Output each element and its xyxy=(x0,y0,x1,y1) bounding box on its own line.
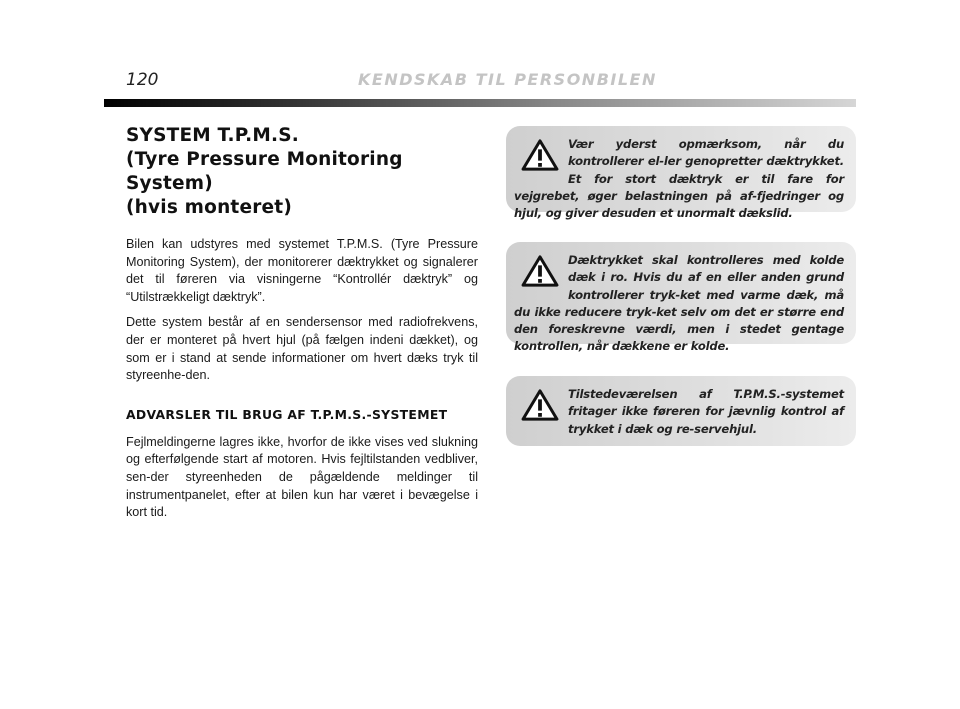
warning-triangle-icon xyxy=(520,389,560,421)
section-title xyxy=(126,124,478,220)
warnings-subheading: ADVARSLER TIL BRUG AF T.P.M.S.-SYSTEMET xyxy=(126,406,448,422)
warnings-paragraph: Fejlmeldingerne lagres ikke, hvorfor de ikke vises ved slukning og efterfølgende start af motoren. Hvis fejltilstanden vedbliver, sen-der styreenheden de pågældende meldinger til instrumentpanelet, efter at bilen kun har været i bevægelse i kort tid. xyxy=(126,434,478,520)
warning-box-3 xyxy=(506,376,856,446)
warning-box-1 xyxy=(506,126,856,221)
intro-paragraph-2: Dette system består af en sendersensor med radiofrekvens, der er monteret på hvert hjul (på fælgen indeni dækket), og som er i stand at sende informationer om hvert dæks tryk til styreenhe-den. xyxy=(126,315,478,383)
warning-triangle-icon xyxy=(520,255,560,287)
intro-paragraph-1: Bilen kan udstyres med systemet T.P.M.S. (Tyre Pressure Monitoring System), der monitorerer dæktrykket og signalerer det til føreren via visningerne “Kontrollér dæktryk” og “Utilstrækkeligt dæktryk”. xyxy=(126,237,478,304)
warning-box-2 xyxy=(506,242,856,354)
section-title-line-2: (Tyre Pressure Monitoring System) xyxy=(126,149,403,194)
running-title: KENDSKAB TIL PERSONBILEN xyxy=(358,70,657,89)
header-rule xyxy=(104,99,856,107)
section-title-line-3: (hvis monteret) xyxy=(126,197,292,218)
warning-text-2: Dæktrykket skal kontrolleres med kolde dæk i ro. Hvis du af en eller anden grund kontrollerer tryk-ket med varme dæk, må du ikke reducere tryk-ket selv om det er større end den foreskrevne værdi, men i stedet gentage kontrollen, når dækkene er kolde. xyxy=(514,253,844,354)
section-title-line-1: SYSTEM T.P.M.S. xyxy=(126,125,299,146)
warning-text-3: Tilstedeværelsen af T.P.M.S.-systemet fritager ikke føreren for jævnlig kontrol af trykket i dæk og re-servehjul. xyxy=(568,387,844,436)
warning-triangle-icon xyxy=(520,139,560,171)
page-number: 120 xyxy=(126,70,159,90)
warning-text-1: Vær yderst opmærksom, når du kontrollerer el-ler genopretter dæktrykket. Et for stort dæktryk er til fare for vejgrebet, øger belastningen på af-fjedringer og hjul, og giver desuden et unormalt dækslid. xyxy=(514,137,844,221)
main-column xyxy=(126,124,478,530)
